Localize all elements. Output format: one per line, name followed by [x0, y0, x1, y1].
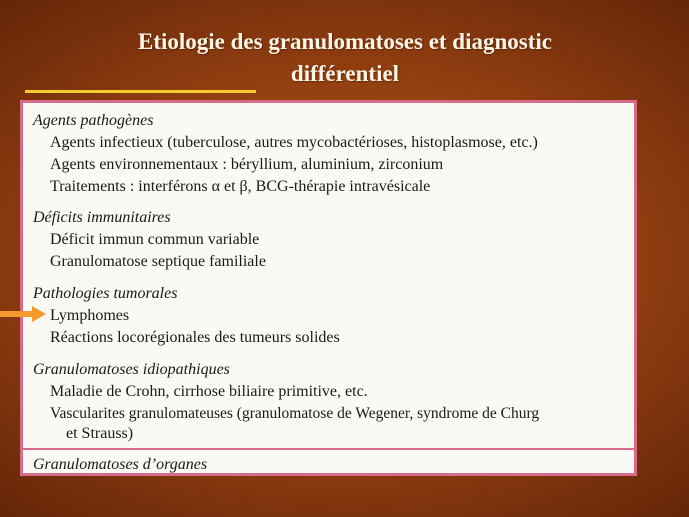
list-item-traitements: Traitements : interférons α et β, BCG-thérapie intravésicale	[50, 178, 431, 195]
list-item-deficit-immun: Déficit immun commun variable	[50, 231, 260, 248]
list-item-granulomatose-septique: Granulomatose septique familiale	[50, 253, 266, 270]
right-arrow-icon	[0, 306, 46, 322]
slide-title-line-2: différentiel	[290, 61, 400, 86]
section-heading-granulomatoses-idiopathiques: Granulomatoses idiopathiques	[33, 361, 230, 378]
section-heading-deficits-immunitaires: Déficits immunitaires	[33, 209, 171, 226]
list-item-reactions-locoregionales: Réactions locorégionales des tumeurs solides	[50, 329, 340, 346]
slide-title-line-1: Etiologie des granulomatoses et diagnostic	[138, 29, 552, 54]
section-heading-granulomatoses-organes: Granulomatoses d’organes	[33, 456, 208, 473]
content-panel	[20, 100, 637, 476]
panel-divider	[23, 448, 634, 450]
list-item-agents-environnementaux: Agents environnementaux : béryllium, aluminium, zirconium	[50, 156, 444, 173]
section-heading-pathologies-tumorales: Pathologies tumorales	[33, 285, 178, 302]
list-item-lymphomes: Lymphomes	[50, 307, 130, 324]
list-item-vascularites-continued: et Strauss)	[66, 425, 134, 442]
title-underline	[25, 90, 256, 93]
list-item-vascularites: Vascularites granulomateuses (granulomatose de Wegener, syndrome de Churg	[50, 405, 540, 422]
section-heading-agents-pathogenes: Agents pathogènes	[33, 112, 154, 129]
list-item-maladie-de-crohn: Maladie de Crohn, cirrhose biliaire primitive, etc.	[50, 383, 368, 400]
list-item-agents-infectieux: Agents infectieux (tuberculose, autres mycobactérioses, histoplasmose, etc.)	[50, 134, 538, 151]
slide-title	[60, 26, 630, 90]
